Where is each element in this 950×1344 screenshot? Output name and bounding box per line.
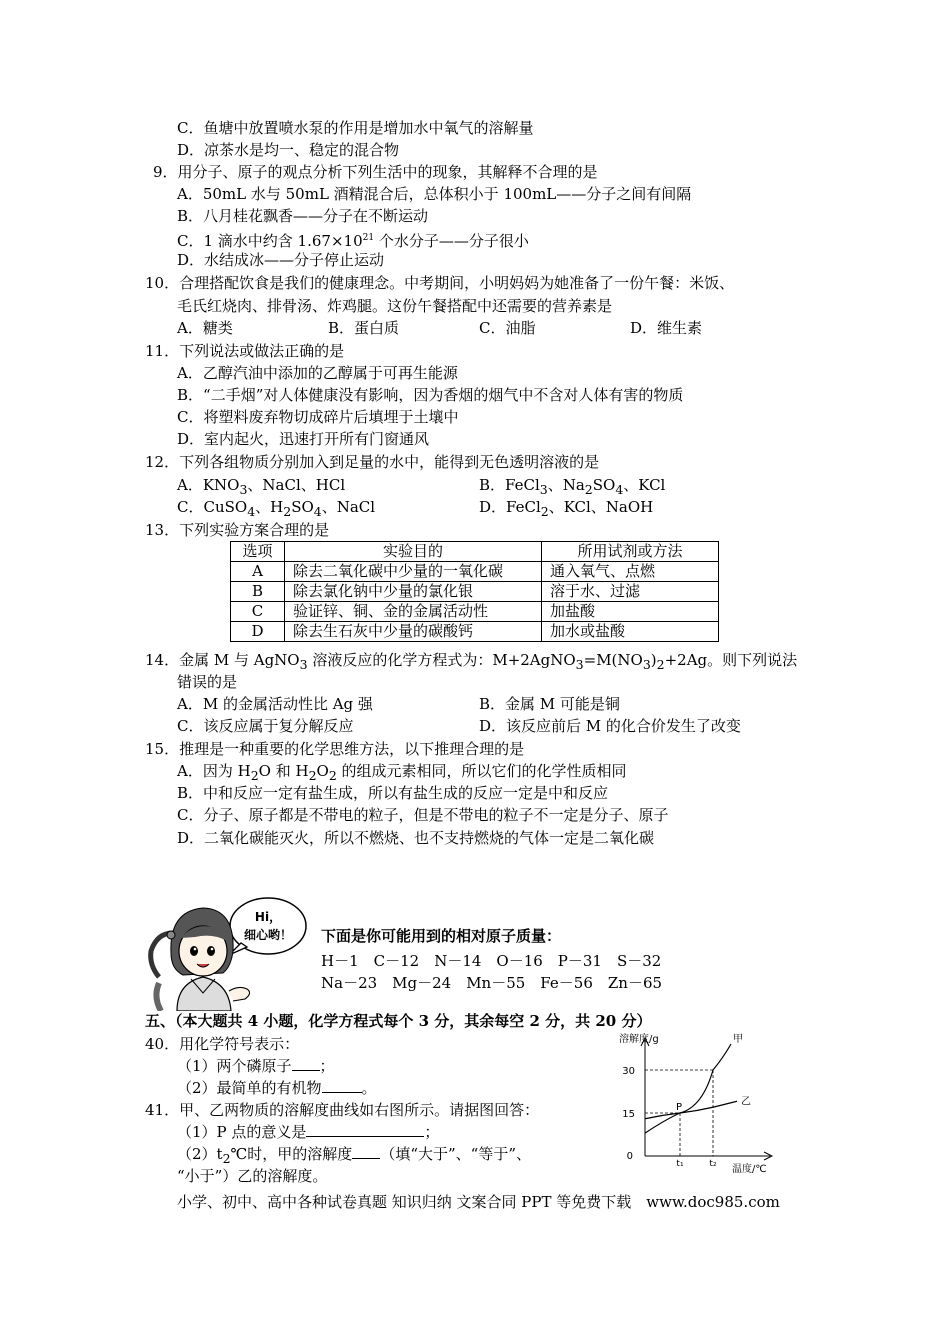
q15-stem: 15．推理是一种重要的化学思维方法，以下推理合理的是 — [145, 740, 525, 758]
atomic-mass-row-1: H－1 C－12 N－14 O－16 P－31 S－32 — [321, 952, 662, 970]
q11-stem: 11．下列说法或做法正确的是 — [145, 342, 345, 360]
series-label-yi: 乙 — [741, 1096, 751, 1108]
q11-option-c: C．将塑料废弃物切成碎片后填埋于土壤中 — [177, 408, 459, 426]
q15-option-c: C．分子、原子都是不带电的粒子，但是不带电的粒子不一定是分子、原子 — [177, 806, 669, 824]
q14-stem: 14．金属 M 与 AgNO$_3$ 溶液反应的化学方程式为：$M+2AgNO_3=M(NO_3)_2+2Ag$。则下列说法 — [145, 651, 798, 672]
q40-part-2: （2）最简单的有机物 。 — [177, 1079, 377, 1097]
series-line-yi — [645, 1101, 737, 1118]
q8-option-d: D．凉茶水是均一、稳定的混合物 — [177, 141, 400, 159]
table-cell: 加盐酸 — [542, 602, 719, 622]
q10-option-a: A．糖类 — [177, 319, 233, 337]
q8-option-c: C．鱼塘中放置喷水泵的作用是增加水中氧气的溶解量 — [177, 119, 534, 137]
q41-part-2: $(2)t_2℃$时，甲的溶解度 （填“大于”、“等于”、 — [177, 1145, 531, 1166]
q10-option-c: C．油脂 — [479, 319, 536, 337]
q41-2-text: （2）t — [177, 1145, 223, 1163]
solubility-chart — [605, 1030, 785, 1178]
table-cell: D — [231, 622, 285, 642]
q15-option-b: B．中和反应一定有盐生成，所以有盐生成的反应一定是中和反应 — [177, 784, 609, 802]
atomic-mass-row-2: Na－23 Mg－24 Mn－55 Fe－56 Zn－65 — [321, 974, 663, 992]
table-row — [231, 602, 719, 622]
q41-stem: 41．甲、乙两物质的溶解度曲线如右图所示。请据图回答： — [145, 1101, 540, 1119]
q9-stem: 9．用分子、原子的观点分析下列生活中的现象，其解释不合理的是 — [153, 163, 598, 181]
q14-text: =M(NO — [583, 651, 643, 669]
table-cell: 验证锌、铜、金的金属活动性 — [285, 602, 542, 622]
q9-option-a: A．50mL 水与 50mL 酒精混合后，总体积小于 100mL——分子之间有间隔 — [177, 185, 692, 203]
table-cell: C — [231, 602, 285, 622]
q15-option-d: D．二氧化碳能灭火，所以不燃烧、也不支持燃烧的气体一定是二氧化碳 — [177, 829, 655, 847]
y-tick-label-0: 0 — [626, 1151, 633, 1162]
answer-blank[interactable] — [322, 1078, 362, 1093]
table-header-cell: 选项 — [231, 542, 285, 562]
q10-option-d: D．维生素 — [630, 319, 703, 337]
table-cell: B — [231, 582, 285, 602]
table-cell: 除去生石灰中少量的碳酸钙 — [285, 622, 542, 642]
x-tick-label-t1: t₁ — [676, 1159, 684, 1169]
x-axis-label: 温度/℃ — [732, 1164, 767, 1175]
q12-option-b: B．FeCl$_3$、$Na_2SO_4$、KCl — [479, 476, 666, 497]
answer-blank[interactable] — [306, 1122, 424, 1137]
y-tick-label-15: 15 — [622, 1109, 635, 1120]
q12-option-d: D．FeCl$_2$、KCl、NaOH — [479, 498, 654, 519]
table-header-row — [231, 542, 719, 562]
q11-option-d: D．室内起火，迅速打开所有门窗通风 — [177, 430, 430, 448]
q14-text: ) — [650, 651, 657, 669]
q14-text: +2Ag。则下列说法 — [664, 651, 798, 669]
q11-option-b: B．“二手烟”对人体健康没有影响，因为香烟的烟气中不含对人体有害的物质 — [177, 386, 684, 404]
q40-1-text: （1）两个磷原子 — [177, 1057, 292, 1075]
q9-option-b: B．八月桂花飘香——分子在不断运动 — [177, 207, 429, 225]
q14-option-b: B．金属 M 可能是铜 — [479, 695, 620, 713]
q14-text: 14．金属 M 与 AgNO — [145, 651, 300, 669]
table-header-cell: 所用试剂或方法 — [542, 542, 719, 562]
q41-2-text: ℃时，甲的溶解度 — [230, 1145, 353, 1163]
q9-option-d: D．水结成冰——分子停止运动 — [177, 251, 385, 269]
q15-option-a: A．因为 $H_2O$ 和 $H_2O_2$ 的组成元素相同，所以它们的化学性质相同 — [177, 762, 627, 783]
q9c-text-post: 个水分子——分子很小 — [374, 232, 529, 250]
table-header-cell: 实验目的 — [285, 542, 542, 562]
q14-text: 溶液反应的化学方程式为：M+2AgNO — [307, 651, 576, 669]
footer-text: 小学、初中、高中各种试卷真题 知识归纳 文案合同 PPT 等免费下载 www.doc985.com — [177, 1193, 780, 1211]
bubble-line-1: Hi， — [254, 910, 282, 924]
q12-option-c: C．CuSO$_4$、$H_2SO_4$、NaCl — [177, 498, 376, 519]
section-5-heading: 五、（本大题共 4 小题，化学方程式每个 3 分，其余每空 2 分，共 20 分） — [145, 1012, 652, 1030]
y-tick-label-30: 30 — [622, 1066, 635, 1077]
y-axis-label: 溶解度/g — [619, 1034, 659, 1045]
q41-1-text: （1）P 点的意义是 — [177, 1123, 307, 1141]
q41-2-hint: （填“大于”、“等于”、 — [380, 1145, 531, 1163]
q10-stem-line2: 毛氏红烧肉、排骨汤、炸鸡腿。这份午餐搭配中还需要的营养素是 — [177, 297, 613, 315]
atomic-mass-title: 下面是你可能用到的相对原子质量： — [321, 927, 562, 945]
answer-blank[interactable] — [292, 1056, 320, 1071]
q10-stem: 10．合理搭配饮食是我们的健康理念。中考期间，小明妈妈为她准备了一份午餐：米饭、 — [145, 274, 735, 292]
bubble-line-2: 细心哟！ — [243, 928, 293, 942]
q40-2-text: （2）最简单的有机物 — [177, 1079, 322, 1097]
q14-option-d: D．该反应前后 M 的化合价发生了改变 — [479, 717, 741, 735]
answer-blank[interactable] — [352, 1144, 380, 1159]
q14-option-c: C．该反应属于复分解反应 — [177, 717, 354, 735]
point-p-label: P — [676, 1102, 683, 1113]
q12-stem: 12．下列各组物质分别加入到足量的水中，能得到无色透明溶液的是 — [145, 453, 600, 471]
table-cell: A — [231, 562, 285, 582]
q9-option-c — [177, 228, 529, 251]
experiment-table — [230, 541, 719, 642]
series-line-jia — [645, 1044, 731, 1133]
table-row — [231, 622, 719, 642]
table-row — [231, 562, 719, 582]
q14-stem-line2: 错误的是 — [177, 673, 238, 691]
q40-stem: 40．用化学符号表示： — [145, 1035, 300, 1053]
series-label-jia: 甲 — [733, 1034, 743, 1045]
q41-part-2-line2: “小于”）乙的溶解度。 — [177, 1167, 328, 1185]
table-row — [231, 582, 719, 602]
q11-option-a: A．乙醇汽油中添加的乙醇属于可再生能源 — [177, 364, 458, 382]
table-cell: 溶于水、过滤 — [542, 582, 719, 602]
table-cell: 除去二氧化碳中少量的一氧化碳 — [285, 562, 542, 582]
q40-part-1: （1）两个磷原子 ； — [177, 1057, 335, 1075]
table-cell: 通入氧气、点燃 — [542, 562, 719, 582]
q13-stem: 13．下列实验方案合理的是 — [145, 521, 330, 539]
q10-option-b: B．蛋白质 — [328, 319, 400, 337]
q41-part-1: （1）P 点的意义是 ； — [177, 1123, 440, 1141]
x-tick-label-t2: t₂ — [709, 1159, 717, 1169]
q9c-text-pre: C．1 滴水中约含 1.67×10 — [177, 232, 363, 250]
table-cell: 除去氯化钠中少量的氯化银 — [285, 582, 542, 602]
table-cell: 加水或盐酸 — [542, 622, 719, 642]
q14-option-a: A．M 的金属活动性比 Ag 强 — [177, 695, 373, 713]
cartoon-girl-illustration — [143, 893, 313, 1011]
q9c-exponent: 21 — [362, 233, 375, 243]
q12-option-a: A．$KNO_3$、NaCl、HCl — [177, 476, 346, 497]
